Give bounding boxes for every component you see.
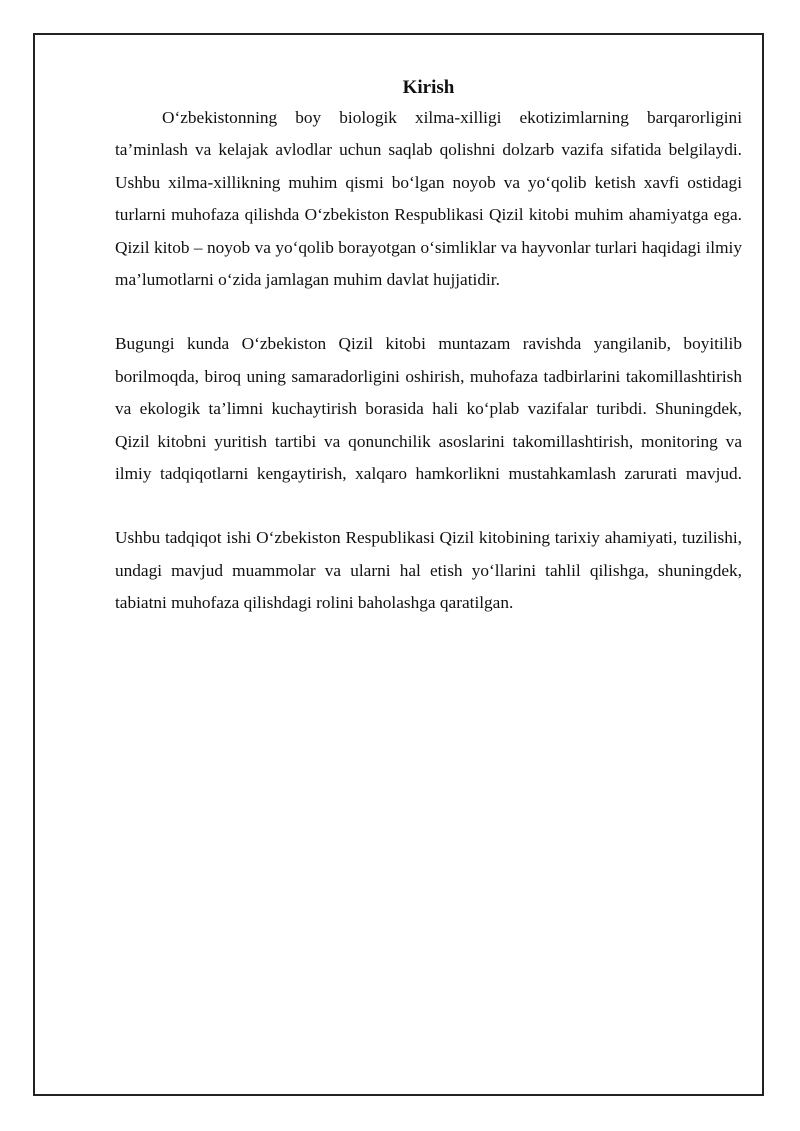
paragraph-intro: O‘zbekistonning boy biologik xilma-xilligi ekotizimlarning barqarorligini ta’minlash va kelajak avlodlar uchun saqlab qolishni dolzarb vazifa sifatida belgilaydi. Ushbu xilma-xillikning muhim qismi bo‘lgan noyob va yo‘qolib ketish xavfi ostidagi turlarni muhofaza qilishda O‘zbekiston Respublikasi Qizil kitobi muhim ahamiyatga ega. Qizil kitob – noyob va yo‘qolib borayotgan o‘simliklar va hayvonlar turlari haqidagi ilmiy ma’lumotlarni o‘zida jamlagan muhim davlat hujjatidir. (115, 108, 742, 290)
document-body (115, 74, 742, 620)
page-title: Kirish (402, 77, 455, 98)
paragraph-research-aim: Ushbu tadqiqot ishi O‘zbekiston Respublikasi Qizil kitobining tarixiy ahamiyati, tuzilishi, undagi mavjud muammolar va ularni hal etish yo‘llarini tahlil qilishga, shuningdek, tabiatni muhofaza qilishdagi rolini baholashga qaratilgan. (115, 528, 742, 613)
paragraph-gap (115, 490, 742, 522)
paragraph-gap (115, 296, 742, 328)
paragraph-current-state: Bugungi kunda O‘zbekiston Qizil kitobi muntazam ravishda yangilanib, boyitilib borilmoqda, biroq uning samaradorligini oshirish, muhofaza tadbirlarini takomillashtirish va ekologik ta’limni kuchaytirish borasida hali ko‘plab vazifalar turibdi. Shuningdek, Qizil kitobni yuritish tartibi va qonunchilik asoslarini takomillashtirish, monitoring va ilmiy tadqiqotlarni kengaytirish, xalqaro hamkorlikni mustahkamlash zarurati mavjud. (115, 334, 742, 484)
